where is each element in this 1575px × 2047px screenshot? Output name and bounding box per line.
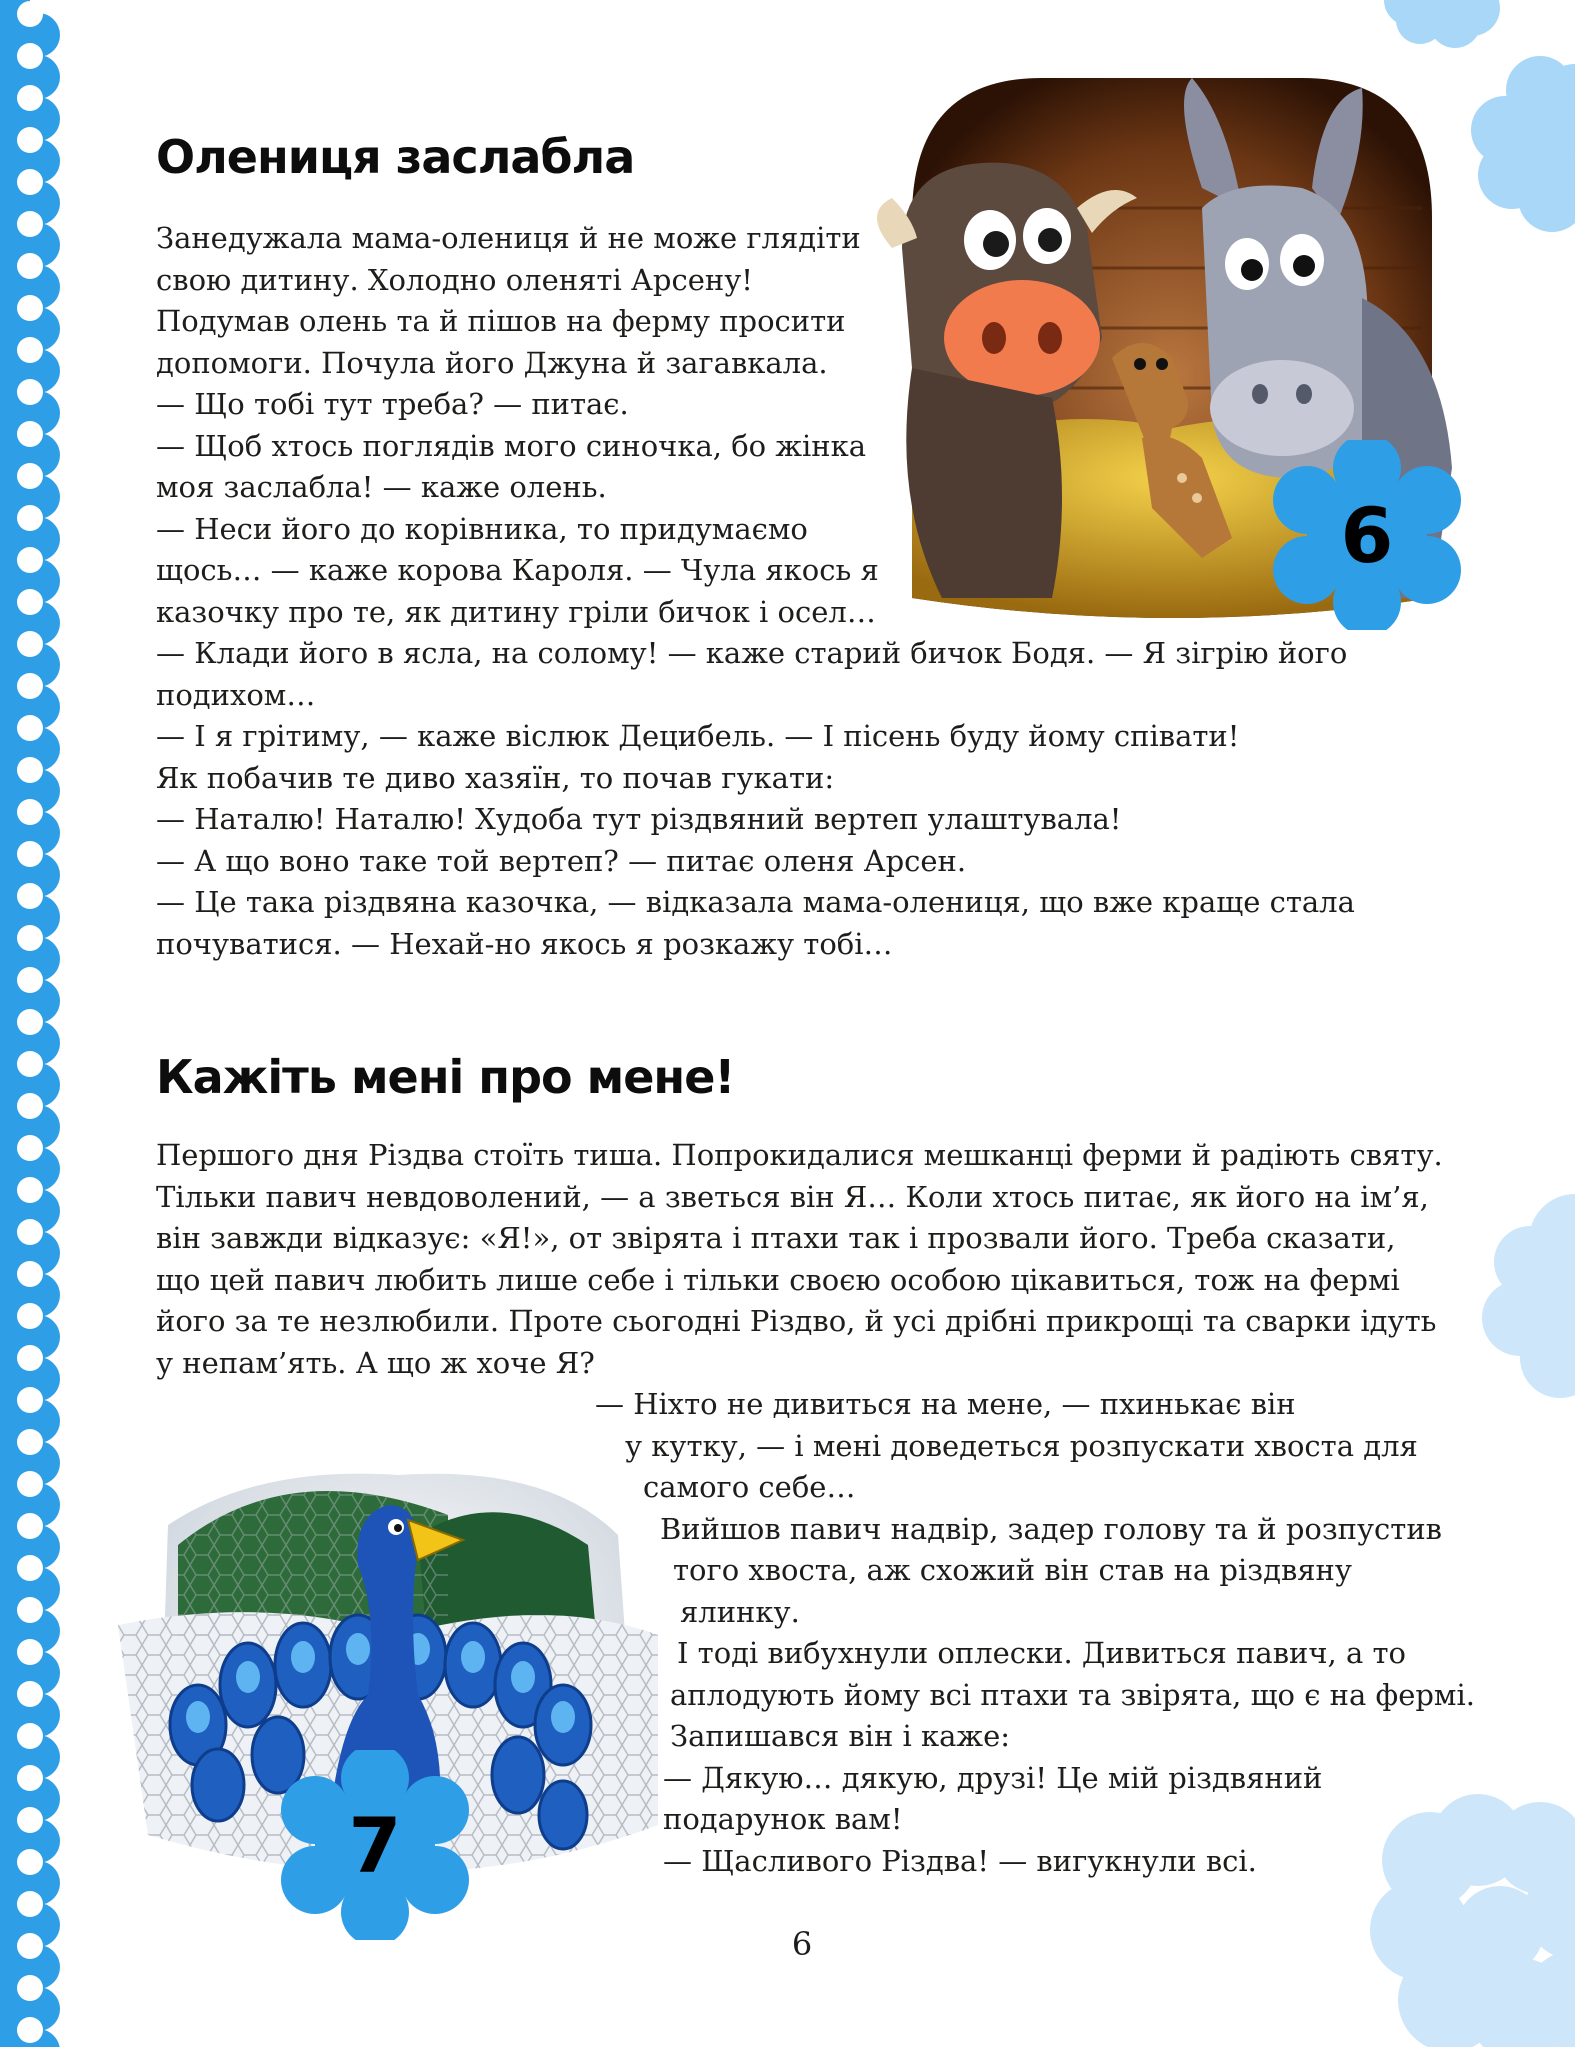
border-dot bbox=[17, 715, 43, 741]
story2-line: Тільки павич невдоволений, — а зветься він Я… Коли хтось питає, як його на ім’я, bbox=[156, 1179, 1429, 1214]
border-dot bbox=[17, 799, 43, 825]
story1-line: — Неси його до корівника, то придумаємо bbox=[156, 511, 808, 546]
story1-line: подихом… bbox=[156, 677, 316, 712]
story2-line: того хвоста, аж схожий він став на різдвяну bbox=[673, 1553, 1352, 1587]
border-dot bbox=[17, 1807, 43, 1833]
border-dot bbox=[17, 1723, 43, 1749]
border-dot bbox=[17, 1513, 43, 1539]
border-dot bbox=[17, 1891, 43, 1917]
border-dot bbox=[17, 1849, 43, 1875]
story2-line: — Ніхто не дивиться на мене, — пхинькає він bbox=[595, 1387, 1296, 1421]
border-dot bbox=[17, 2017, 43, 2043]
border-dot bbox=[17, 1, 43, 27]
story2-line: він завжди відказує: «Я!», от звірята і птахи так і прозвали його. Треба сказати, bbox=[156, 1221, 1396, 1255]
story2-badge-number: 7 bbox=[348, 1801, 402, 1890]
story1-line: почуватися. — Нехай-но якось я розкажу тобі… bbox=[156, 926, 893, 961]
story2-line: у кутку, — і мені доведеться розпускати хвоста для bbox=[625, 1428, 1418, 1463]
page-number: 6 bbox=[791, 1925, 813, 1963]
border-dot bbox=[17, 1135, 43, 1161]
border-dot bbox=[17, 631, 43, 657]
story1-title: Олениця заслабла bbox=[156, 130, 635, 184]
border-dot bbox=[17, 1387, 43, 1413]
border-dot bbox=[17, 589, 43, 615]
story2-title: Кажіть мені про мене! bbox=[156, 1050, 735, 1104]
story1-line: Занедужала мама-олениця й не може глядіти bbox=[156, 221, 861, 255]
story1-line: — Клади його в ясла, на солому! — каже старий бичок Бодя. — Я зігрію його bbox=[156, 636, 1348, 670]
story2-line: Запишався він і каже: bbox=[670, 1719, 1011, 1753]
border-dot bbox=[17, 547, 43, 573]
border-dot bbox=[17, 757, 43, 783]
story1-line: — А що воно таке той вертеп? — питає оленя Арсен. bbox=[156, 843, 967, 878]
border-dot bbox=[17, 463, 43, 489]
flower-bottom-right bbox=[1370, 1794, 1575, 2047]
border-dot bbox=[17, 421, 43, 447]
border-dot bbox=[17, 1219, 43, 1245]
border-dot bbox=[17, 295, 43, 321]
story2-line: ялинку. bbox=[680, 1594, 800, 1629]
flower-right-lower bbox=[1482, 1194, 1575, 1398]
story2-line: що цей павич любить лише себе і тільки своєю особою цікавиться, тож на фермі bbox=[156, 1262, 1400, 1297]
story2-line: — Дякую… дякую, друзі! Це мій різдвяний bbox=[663, 1760, 1323, 1795]
scalloped-border bbox=[0, 0, 78, 2047]
border-dot bbox=[17, 1597, 43, 1623]
border-dot bbox=[17, 925, 43, 951]
border-dot bbox=[17, 505, 43, 531]
border-dot bbox=[17, 1261, 43, 1287]
border-dot bbox=[17, 1765, 43, 1791]
story1-line: казочку про те, як дитину гріли бичок і осел… bbox=[156, 594, 876, 629]
border-dot bbox=[17, 1093, 43, 1119]
story1-badge bbox=[1272, 440, 1462, 630]
border-dot bbox=[17, 1177, 43, 1203]
border-dot bbox=[17, 337, 43, 363]
border-dot bbox=[17, 1429, 43, 1455]
story1-badge-number: 6 bbox=[1340, 491, 1394, 580]
border-dot bbox=[17, 43, 43, 69]
flower-right-upper bbox=[1471, 56, 1575, 232]
border-dot bbox=[17, 1345, 43, 1371]
border-dot bbox=[17, 1471, 43, 1497]
border-dot bbox=[17, 1303, 43, 1329]
border-dot bbox=[17, 1555, 43, 1581]
border-dot bbox=[17, 883, 43, 909]
border-dot bbox=[17, 169, 43, 195]
story2-line: аплодують йому всі птахи та звірята, що є на фермі. bbox=[670, 1677, 1475, 1712]
story1-line: свою дитину. Холодно оленяті Арсену! bbox=[156, 262, 753, 297]
border-dot bbox=[17, 253, 43, 279]
story1-line: Подумав олень та й пішов на ферму просити bbox=[156, 304, 846, 338]
story2-line: самого себе… bbox=[643, 1470, 856, 1504]
story2-badge bbox=[280, 1750, 470, 1940]
story1-line: — Щоб хтось поглядів мого синочка, бо жінка bbox=[156, 428, 867, 463]
story2-line: його за те незлюбили. Проте сьогодні Різдво, й усі дрібні прикрощі та сварки ідуть bbox=[156, 1304, 1437, 1338]
border-dot bbox=[17, 379, 43, 405]
border-dot bbox=[17, 967, 43, 993]
story1-line: допомоги. Почула його Джуна й загавкала. bbox=[156, 345, 828, 380]
border-dot bbox=[17, 841, 43, 867]
story2-line: — Щасливого Різдва! — вигукнули всі. bbox=[663, 1843, 1257, 1878]
border-dot bbox=[17, 1051, 43, 1077]
story1-line: щось… — каже корова Кароля. — Чула якось я bbox=[156, 553, 879, 587]
story1-line: — І я грітиму, — каже віслюк Децибель. — І пісень буду йому співати! bbox=[156, 719, 1240, 753]
story1-line: — Наталю! Наталю! Худоба тут різдвяний вертеп улаштувала! bbox=[156, 802, 1122, 836]
story1-line: моя заслабла! — каже олень. bbox=[156, 470, 607, 504]
story1-line: Як побачив те диво хазяїн, то почав гукати: bbox=[156, 760, 835, 795]
story2-line: Першого дня Різдва стоїть тиша. Попрокидалися мешканці ферми й радіють святу. bbox=[156, 1138, 1443, 1172]
story1-line: — Що тобі тут треба? — питає. bbox=[156, 387, 629, 421]
story2-line: у непам’ять. А що ж хоче Я? bbox=[156, 1345, 595, 1380]
border-dot bbox=[17, 673, 43, 699]
story2-line: Вийшов павич надвір, задер голову та й розпустив bbox=[660, 1511, 1442, 1546]
story1-line: — Це така різдвяна казочка, — відказала мама-олениця, що вже краще стала bbox=[156, 885, 1355, 919]
story2-line: подарунок вам! bbox=[663, 1802, 903, 1836]
border-dot bbox=[17, 1009, 43, 1035]
border-dot bbox=[17, 211, 43, 237]
border-dot bbox=[17, 1639, 43, 1665]
border-dot bbox=[17, 1681, 43, 1707]
border-dot bbox=[17, 127, 43, 153]
border-dot bbox=[17, 85, 43, 111]
border-dot bbox=[17, 1975, 43, 2001]
story2-line: І тоді вибухнули оплески. Дивиться павич, а то bbox=[677, 1636, 1406, 1670]
border-dot bbox=[17, 1933, 43, 1959]
